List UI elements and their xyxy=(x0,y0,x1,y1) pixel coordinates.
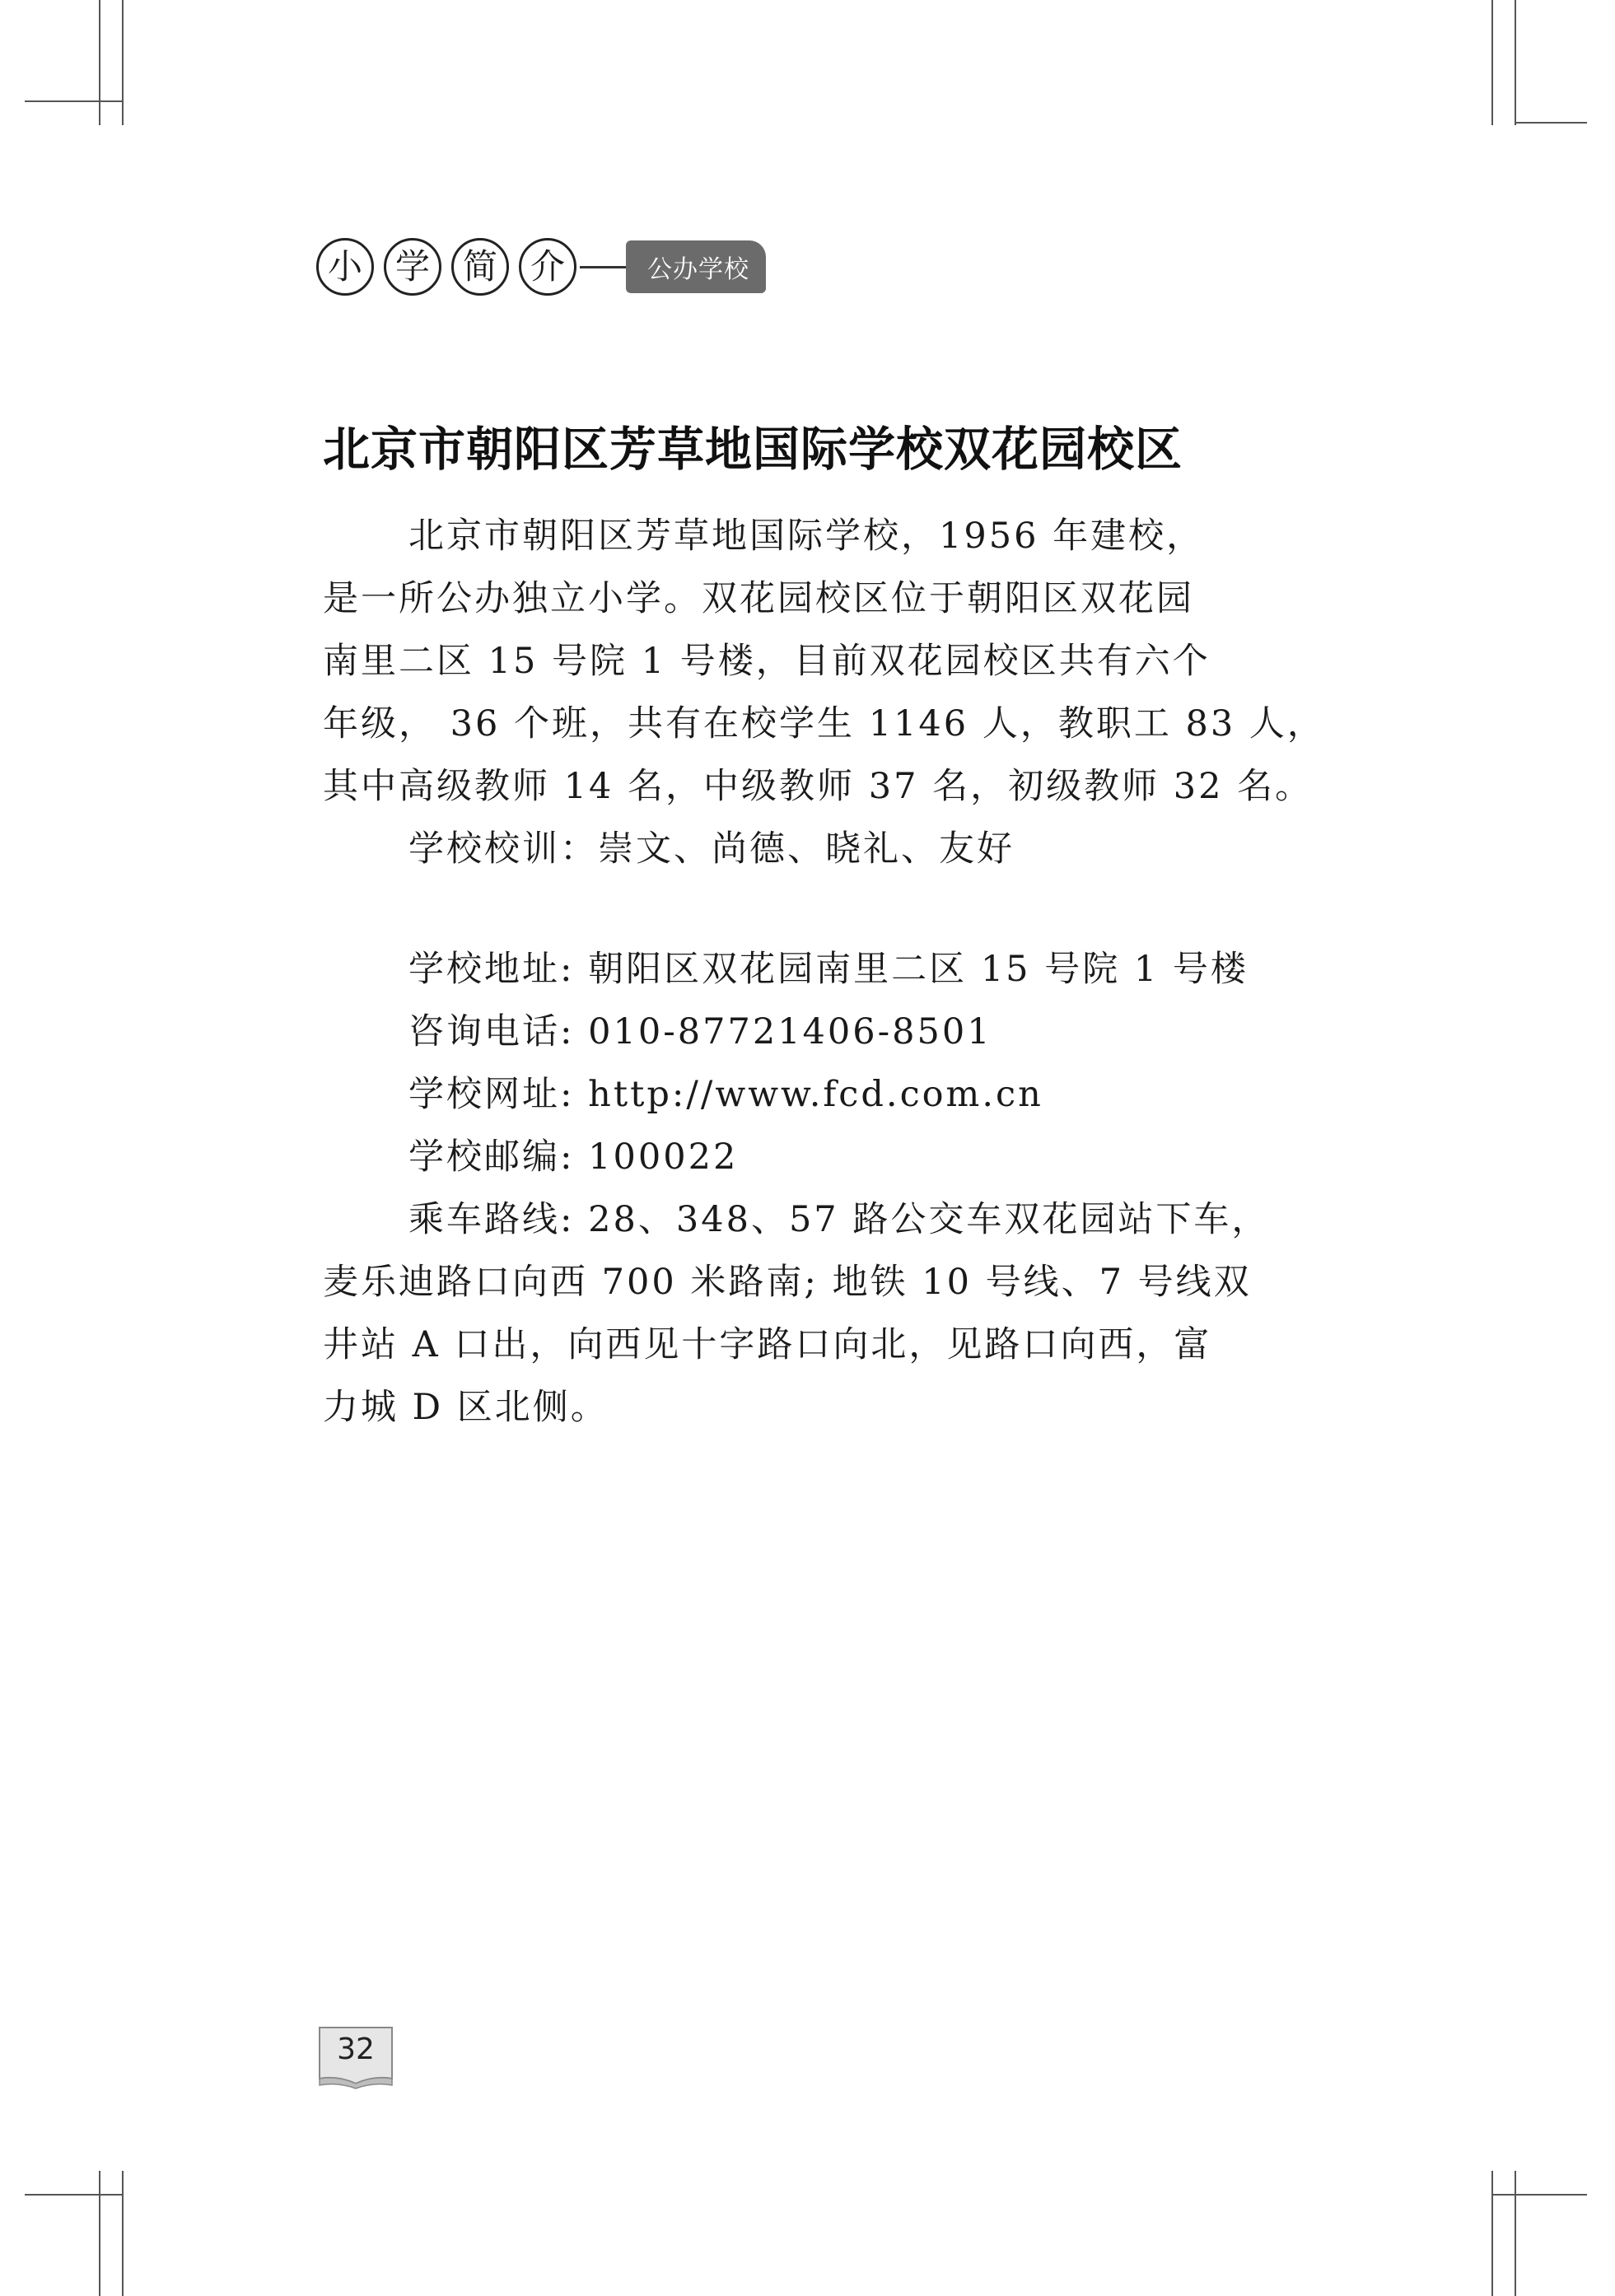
category-badge: 公办学校 xyxy=(626,240,766,293)
crop-mark xyxy=(1515,122,1587,124)
intro-section xyxy=(323,505,1325,880)
header-char-circle: 学 xyxy=(384,238,441,296)
crop-mark xyxy=(25,100,124,102)
school-website: 学校网址: http://www.fcd.com.cn xyxy=(408,1074,1043,1115)
school-phone: 咨询电话: 010-87721406-8501 xyxy=(408,1011,992,1052)
header-char-circle: 介 xyxy=(519,238,576,296)
route-line: 麦乐迪路口向西 700 米路南; 地铁 10 号线、7 号线双 xyxy=(323,1262,1252,1303)
crop-mark xyxy=(99,0,100,125)
header-char-circle: 简 xyxy=(451,238,509,296)
crop-mark xyxy=(1515,2171,1516,2296)
route-line: 乘车路线: 28、348、57 路公交车双花园站下车， xyxy=(408,1199,1270,1240)
intro-line: 南里二区 15 号院 1 号楼，目前双花园校区共有六个 xyxy=(323,641,1211,682)
intro-line: 北京市朝阳区芳草地国际学校，1956 年建校， xyxy=(408,516,1205,557)
crop-mark xyxy=(1491,2194,1587,2196)
page-number: 32 xyxy=(337,2032,375,2066)
section-header xyxy=(316,236,766,298)
school-motto: 学校校训：崇文、尚德、晓礼、友好 xyxy=(408,828,1015,870)
crop-mark xyxy=(1515,0,1516,125)
crop-mark xyxy=(1491,2171,1493,2296)
crop-mark xyxy=(25,2194,124,2196)
header-connector-line xyxy=(580,266,626,268)
intro-line: 是一所公办独立小学。双花园校区位于朝阳区双花园 xyxy=(323,578,1194,619)
route-line: 井站 A 口出，向西见十字路口向北，见路口向西，富 xyxy=(323,1324,1212,1365)
page-title: 北京市朝阳区芳草地国际学校双花园校区 xyxy=(323,422,1183,477)
crop-mark xyxy=(122,0,124,125)
intro-line: 年级， 36 个班，共有在校学生 1146 人，教职工 83 人， xyxy=(323,703,1325,744)
crop-mark xyxy=(122,2171,124,2296)
school-address: 学校地址: 朝阳区双花园南里二区 15 号院 1 号楼 xyxy=(408,949,1249,990)
crop-mark xyxy=(99,2171,100,2296)
intro-line: 其中高级教师 14 名，中级教师 37 名，初级教师 32 名。 xyxy=(323,766,1314,807)
page-number-badge xyxy=(316,2024,395,2090)
info-section xyxy=(323,938,1270,1439)
crop-mark xyxy=(1491,0,1493,125)
school-postcode: 学校邮编: 100022 xyxy=(408,1136,739,1178)
header-char-circle: 小 xyxy=(316,238,374,296)
route-line: 力城 D 区北侧。 xyxy=(323,1387,609,1428)
